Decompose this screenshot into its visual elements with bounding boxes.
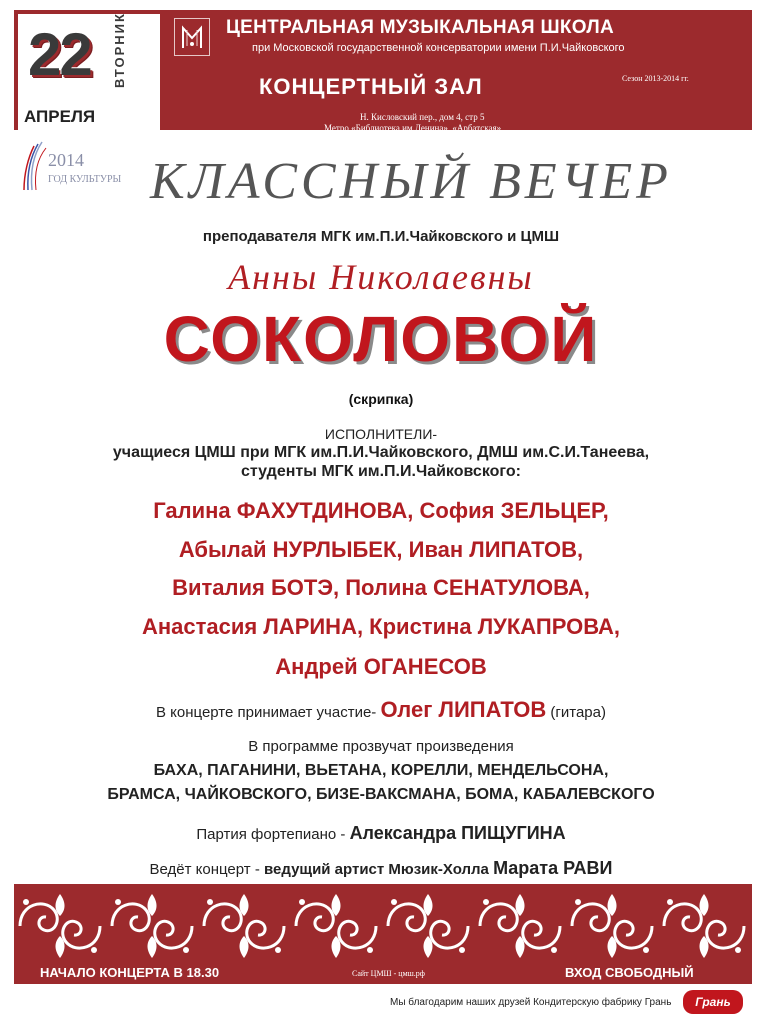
performers-label: ИСПОЛНИТЕЛИ-: [324, 426, 438, 442]
performers-line: Абылай НУРЛЫБЕК, Иван ЛИПАТОВ,: [178, 537, 584, 562]
hall-title: КОНЦЕРТНЫЙ ЗАЛ: [259, 74, 483, 99]
culture-label: ГОД КУЛЬТУРЫ: [48, 174, 122, 185]
piano-prefix: Партия фортепиано -: [196, 826, 350, 843]
composers-line-2: БРАМСА, ЧАЙКОВСКОГО, БИЗЕ-ВАКСМАНА, БОМА, КАБАЛЕВСКОГО: [107, 786, 655, 803]
guest-line: [0, 697, 762, 723]
performers-line: Анастасия ЛАРИНА, Кристина ЛУКАПРОВА,: [142, 614, 620, 639]
piano-name: Александра ПИЩУГИНА: [349, 823, 566, 843]
season-label: Сезон 2013-2014 гг.: [622, 74, 689, 83]
students-line-1: учащиеся ЦМШ при МГК им.П.И.Чайковского, ДМШ им.С.И.Танеева,: [112, 444, 650, 461]
teacher-instrument: (скрипка): [348, 391, 414, 407]
address-line-1: Н. Кисловский пер., дом 4, стр 5: [360, 112, 485, 122]
piano-line: [0, 823, 762, 844]
concert-start-time: НАЧАЛО КОНЦЕРТА В 18.30: [40, 965, 220, 980]
performers-line: Галина ФАХУТДИНОВА, София ЗЕЛЬЦЕР,: [153, 498, 609, 523]
sponsor-logo: Грань: [683, 990, 743, 1014]
teacher-line: преподавателя МГК им.П.И.Чайковского и ЦМШ: [202, 228, 560, 245]
host-middle: ведущий артист Мюзик-Холла: [264, 861, 494, 878]
guest-prefix: В концерте принимает участие-: [156, 704, 381, 721]
host-prefix: Ведёт концерт -: [149, 861, 264, 878]
address-line-2: Метро «Библиотека им.Ленина», «Арбатская»: [324, 123, 502, 133]
free-entrance: ВХОД СВОБОДНЫЙ: [565, 965, 694, 980]
teacher-first-name: Анны Николаевны: [228, 257, 534, 297]
school-subtitle: при Московской государственной консерватории имени П.И.Чайковского: [252, 42, 625, 54]
date-day: 22: [28, 21, 91, 88]
host-line: [0, 858, 762, 879]
performers-line: Виталия БОТЭ, Полина СЕНАТУЛОВА,: [172, 575, 590, 600]
school-logo-icon: [174, 18, 210, 56]
date-month: АПРЕЛЯ: [24, 107, 96, 126]
composers-line-1: БАХА, ПАГАНИНИ, ВЬЕТАНА, КОРЕЛЛИ, МЕНДЕЛЬСОНА,: [153, 762, 609, 779]
school-name: ЦЕНТРАЛЬНАЯ МУЗЫКАЛЬНАЯ ШКОЛА: [226, 17, 615, 38]
date-weekday: ВТОРНИК: [112, 12, 127, 88]
guest-name: Олег ЛИПАТОВ: [380, 697, 547, 722]
teacher-surname: СОКОЛОВОЙ: [163, 303, 599, 375]
program-label: В программе прозвучат произведения: [248, 738, 514, 755]
sponsor-thanks: Мы благодарим наших друзей Кондитерскую фабрику Грань: [390, 997, 672, 1008]
event-title: КЛАССНЫЙ ВЕЧЕР: [150, 153, 672, 210]
guest-instrument: (гитара): [546, 704, 606, 721]
students-line-2: студенты МГК им.П.И.Чайковского:: [241, 463, 521, 480]
ornament-pattern-icon: [14, 890, 752, 962]
host-name: Марата РАВИ: [493, 858, 613, 878]
culture-year: 2014: [48, 150, 84, 170]
site-label: Сайт ЦМШ - цмш.рф: [352, 969, 425, 978]
performers-line: Андрей ОГАНЕСОВ: [275, 654, 487, 679]
